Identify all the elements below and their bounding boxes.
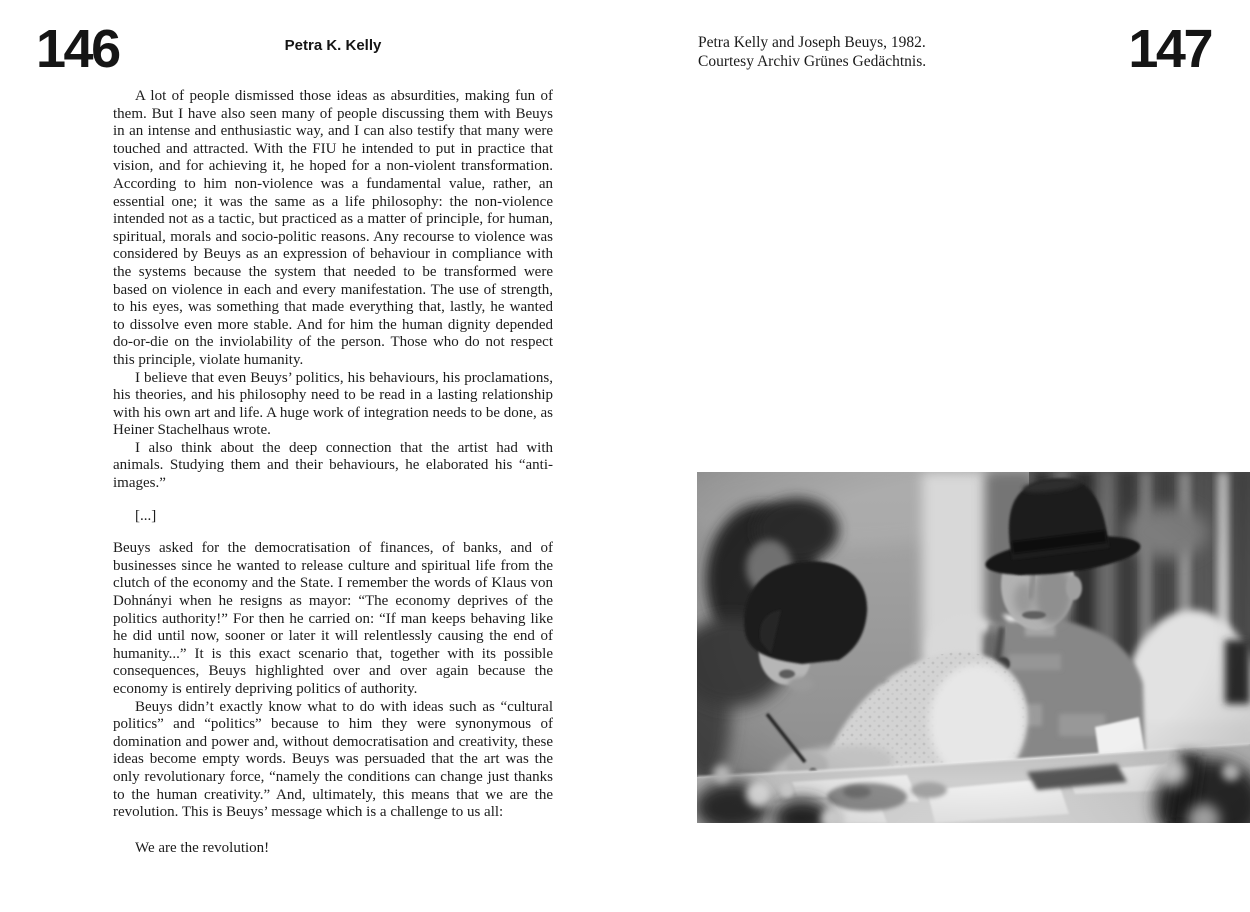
running-header: Petra K. Kelly xyxy=(284,37,382,54)
ellipsis-mark: [...] xyxy=(135,507,157,524)
photo-kelly-beuys xyxy=(697,472,1250,823)
page-number-right: 147 xyxy=(1128,19,1211,79)
caption-line-1: Petra Kelly and Joseph Beuys, 1982. xyxy=(698,34,926,51)
page-number-left: 146 xyxy=(36,19,119,79)
paragraph-3: I also think about the deep connection that the artist had with animals. Studying them and their behaviours, he elaborated his “anti-images.” xyxy=(113,439,553,492)
paragraph-1: A lot of people dismissed those ideas as absurdities, making fun of them. But I have also seen many of people discussing them with Beuys in an intense and enthusiastic way, and I can also testify that many were touched and attracted. With the FIU he intended to put in practice that vision, and for achieving it, he hoped for a non-violent transformation. According to him non-violence was a fundamental value, rather, an essential one; it was the same as a life philosophy: the non-violence intended not as a tactic, but practiced as a matter of principle, for human, spiritual, morals and socio-politic reasons. Any recourse to violence was considered by Beuys as an expression of behaviour in compliance with the systems because the system that needed to be transformed were based on violence in each and every manifestation. The use of strength, to his eyes, was something that made everything that, lastly, he wanted to dissolve even more stable. And for him the human dignity depended do-or-die on the inviolability of the person. Those who do not respect this principle, violate humanity. xyxy=(113,88,553,368)
photo-vignette xyxy=(697,472,1250,823)
paragraph-2: I believe that even Beuys’ politics, his behaviours, his proclamations, his theories, and his philosophy need to be read in a lasting relationship with his own art and life. A huge work of integration needs to be done, as Heiner Stachelhaus wrote. xyxy=(113,369,553,439)
closing-line: We are the revolution! xyxy=(135,839,270,856)
paragraph-5: Beuys didn’t exactly know what to do with ideas such as “cultural politics” and “politics” because to him they were synonymous of domination and power and, without democratisation and creativity, these ideas become empty words. Beuys was persuaded that the art was the only revolutionary force, “namely the conditions can change just thanks to the human creativity.” And, ultimately, this means that we are the revolution. This is Beuys’ message which is a challenge to us all: xyxy=(113,698,553,821)
page-147 xyxy=(625,0,1250,912)
essay-text-block xyxy=(113,88,553,857)
caption-line-2: Courtesy Archiv Grünes Gedächtnis. xyxy=(698,52,927,70)
paragraph-4: Beuys asked for the democratisation of finances, of banks, and of businesses since he wanted to release culture and spiritual life from the clutch of the economy and the State. I remember the words of Klaus von Dohnányi when he resigns as mayor: “The economy deprives of the politics authority!” For then he carried on: “If man keeps behaving like he did until now, sooner or later it will relentlessly causing the end of humanity...” It is this exact scenario that, together with its possible consequences, Beuys highlighted over and over again because the economy is entirely depriving politics of authority. xyxy=(113,540,553,697)
photo-caption xyxy=(698,34,926,71)
